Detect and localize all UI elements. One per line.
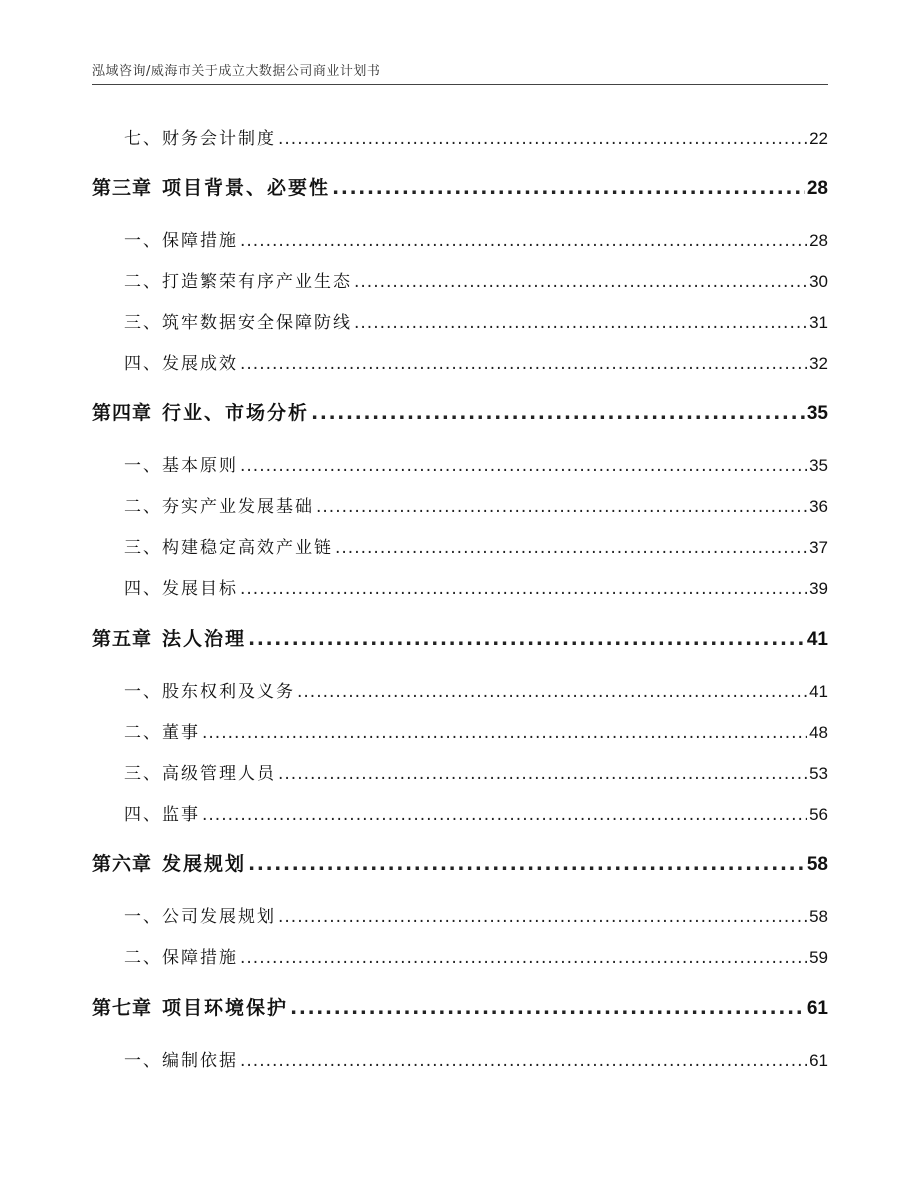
toc-entry-title: 公司发展规划 <box>162 907 276 927</box>
dot-leader <box>202 723 807 743</box>
toc-entry-number: 四、 <box>124 354 162 374</box>
toc-entry-number: 一、 <box>124 456 162 476</box>
toc-chapter[interactable] <box>92 173 828 200</box>
toc-entry-page: 58 <box>809 907 828 926</box>
dot-leader <box>354 313 807 333</box>
toc-entry-page: 35 <box>809 456 828 475</box>
toc-entry-title: 发展成效 <box>162 354 238 374</box>
toc-entry[interactable] <box>92 759 828 784</box>
toc-chapter-number: 第四章 <box>92 402 153 424</box>
toc-entry-number: 一、 <box>124 907 162 927</box>
toc-entry-title: 构建稳定高效产业链 <box>162 538 333 558</box>
toc-entry[interactable] <box>92 124 828 149</box>
toc-entry[interactable] <box>92 349 828 374</box>
toc-entry-number: 七、 <box>124 129 162 149</box>
toc-chapter-page: 61 <box>806 998 828 1019</box>
toc-entry-page: 39 <box>809 579 828 598</box>
toc-entry-number: 四、 <box>124 805 162 825</box>
dot-leader <box>240 231 807 251</box>
toc-entry[interactable] <box>92 451 828 476</box>
toc-entry-number: 二、 <box>124 723 162 743</box>
running-header: 泓域咨询/威海市关于成立大数据公司商业计划书 <box>92 64 381 79</box>
toc-chapter[interactable] <box>92 624 828 651</box>
toc-entry[interactable] <box>92 492 828 517</box>
toc-entry-page: 22 <box>809 129 828 148</box>
toc-chapter-title: 法人治理 <box>162 628 247 650</box>
toc-entry[interactable] <box>92 1046 828 1071</box>
dot-leader <box>354 272 807 292</box>
toc-entry-page: 36 <box>809 497 828 516</box>
dot-leader <box>332 177 805 199</box>
toc-entry-title: 监事 <box>162 805 200 825</box>
dot-leader <box>290 997 805 1019</box>
toc-chapter-page: 28 <box>806 178 828 199</box>
dot-leader <box>202 805 807 825</box>
toc-entry-title: 编制依据 <box>162 1051 238 1071</box>
toc-entry-number: 一、 <box>124 1051 162 1071</box>
toc-entry-number: 二、 <box>124 497 162 517</box>
dot-leader <box>240 1051 807 1071</box>
dot-leader <box>316 497 807 517</box>
toc-entry-title: 股东权利及义务 <box>162 682 295 702</box>
toc-entry-number: 一、 <box>124 231 162 251</box>
toc-entry-page: 53 <box>809 764 828 783</box>
toc-entry-number: 四、 <box>124 579 162 599</box>
toc-chapter-number: 第七章 <box>92 997 153 1019</box>
toc-entry-title: 筑牢数据安全保障防线 <box>162 313 352 333</box>
toc-entry-number: 一、 <box>124 682 162 702</box>
dot-leader <box>240 456 807 476</box>
toc-chapter-page: 41 <box>806 629 828 650</box>
toc-entry-page: 61 <box>809 1051 828 1070</box>
dot-leader <box>278 129 807 149</box>
toc-entry-number: 二、 <box>124 272 162 292</box>
dot-leader <box>311 402 805 424</box>
toc-entry-page: 31 <box>809 313 828 332</box>
toc-entry-title: 保障措施 <box>162 948 238 968</box>
toc-chapter[interactable] <box>92 993 828 1020</box>
toc-entry[interactable] <box>92 800 828 825</box>
toc-chapter-number: 第六章 <box>92 853 153 875</box>
toc-entry[interactable] <box>92 574 828 599</box>
toc-entry-page: 32 <box>809 354 828 373</box>
toc-entry[interactable] <box>92 226 828 251</box>
toc-entry-number: 二、 <box>124 948 162 968</box>
dot-leader <box>297 682 807 702</box>
toc-chapter-page: 35 <box>806 403 828 424</box>
toc-chapter-title: 行业、市场分析 <box>162 402 310 424</box>
toc-entry-page: 59 <box>809 948 828 967</box>
dot-leader <box>335 538 807 558</box>
dot-leader <box>240 354 807 374</box>
toc-entry-page: 30 <box>809 272 828 291</box>
toc-entry-number: 三、 <box>124 538 162 558</box>
toc-entry-title: 董事 <box>162 723 200 743</box>
toc-entry[interactable] <box>92 267 828 292</box>
toc-entry-title: 财务会计制度 <box>162 129 276 149</box>
dot-leader <box>278 764 807 784</box>
toc-entry-page: 41 <box>809 682 828 701</box>
toc-chapter-number: 第三章 <box>92 177 153 199</box>
toc-entry[interactable] <box>92 902 828 927</box>
dot-leader <box>278 907 807 927</box>
toc-chapter-title: 项目背景、必要性 <box>162 177 331 199</box>
toc-entry-page: 56 <box>809 805 828 824</box>
toc-entry[interactable] <box>92 718 828 743</box>
toc-entry-number: 三、 <box>124 313 162 333</box>
toc-entry-title: 打造繁荣有序产业生态 <box>162 272 352 292</box>
toc-entry[interactable] <box>92 943 828 968</box>
toc-chapter-number: 第五章 <box>92 628 153 650</box>
toc-entry-page: 37 <box>809 538 828 557</box>
dot-leader <box>248 853 805 875</box>
toc-chapter[interactable] <box>92 398 828 425</box>
toc-entry-title: 发展目标 <box>162 579 238 599</box>
toc-entry-number: 三、 <box>124 764 162 784</box>
toc-chapter-title: 项目环境保护 <box>162 997 289 1019</box>
toc-entry-title: 保障措施 <box>162 231 238 251</box>
dot-leader <box>248 628 805 650</box>
dot-leader <box>240 579 807 599</box>
toc-entry-title: 基本原则 <box>162 456 238 476</box>
toc-entry[interactable] <box>92 677 828 702</box>
toc-chapter[interactable] <box>92 849 828 876</box>
header-divider <box>92 84 828 85</box>
toc-entry[interactable] <box>92 308 828 333</box>
toc-chapter-title: 发展规划 <box>162 853 247 875</box>
toc-entry-title: 高级管理人员 <box>162 764 276 784</box>
toc-entry-page: 48 <box>809 723 828 742</box>
toc-entry-title: 夯实产业发展基础 <box>162 497 314 517</box>
toc-chapter-page: 58 <box>806 854 828 875</box>
dot-leader <box>240 948 807 968</box>
toc-entry[interactable] <box>92 533 828 558</box>
toc-entry-page: 28 <box>809 231 828 250</box>
